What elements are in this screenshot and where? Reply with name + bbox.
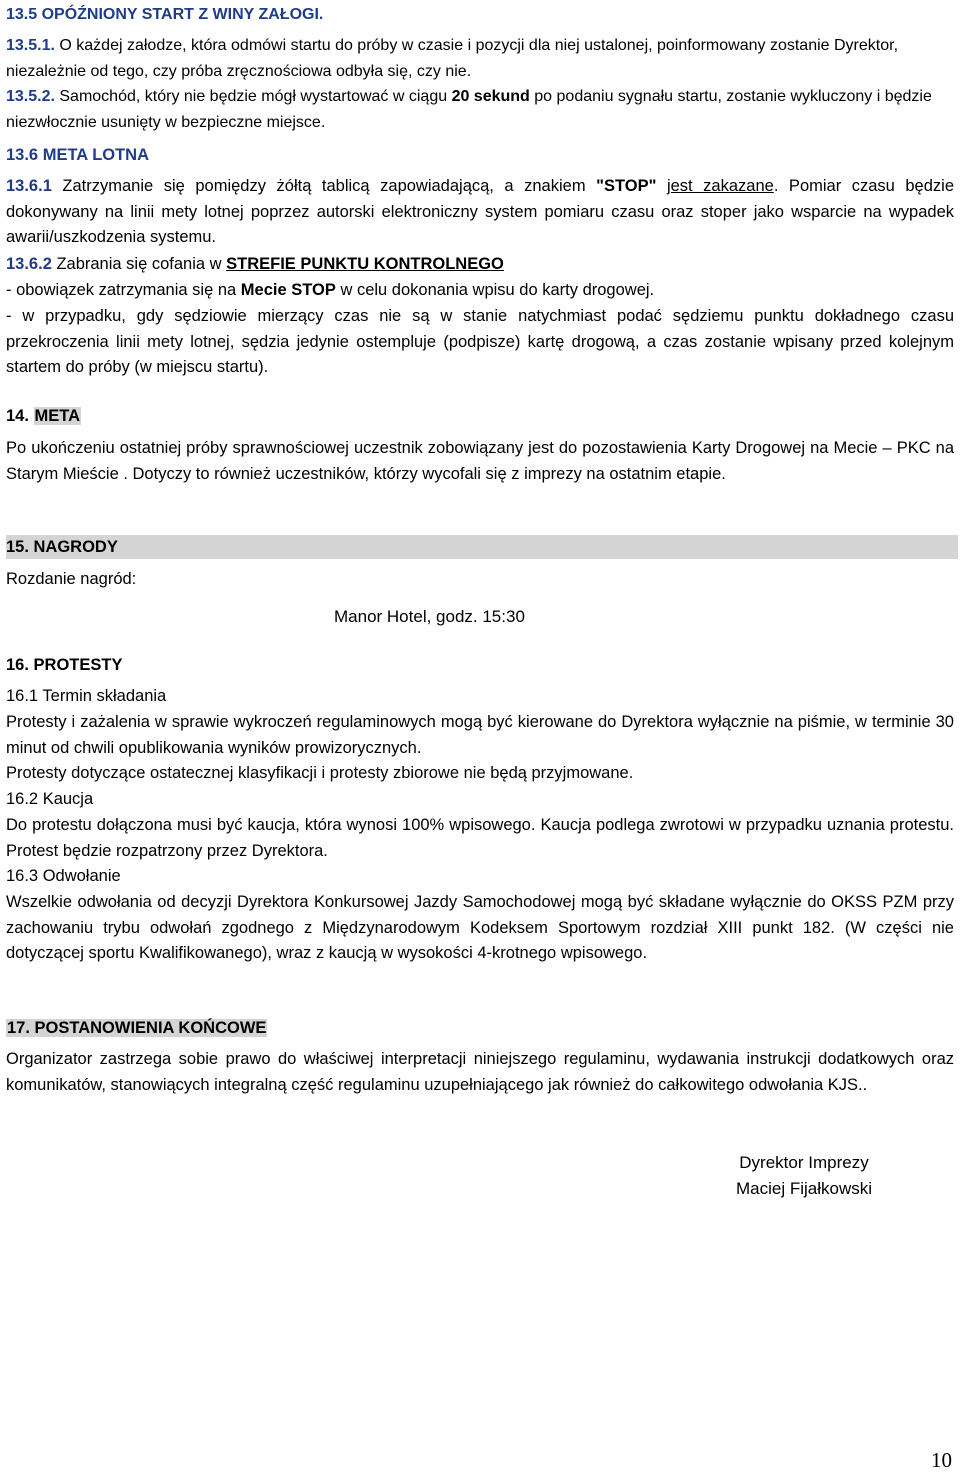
section-13-5-heading: 13.5 OPÓŹNIONY START Z WINY ZAŁOGI. — [6, 6, 324, 23]
section-16-heading: 16. PROTESTY — [6, 656, 123, 674]
signature-name: Maciej Fijałkowski — [735, 1179, 873, 1198]
section-17-heading: 17. POSTANOWIENIA KOŃCOWE — [7, 1019, 267, 1037]
finish-stop-text: Mecie STOP — [240, 281, 336, 299]
section-14-heading: 14. META — [6, 407, 81, 425]
paragraph-13-5-2 — [6, 84, 954, 135]
paragraph-13-6-2 — [6, 252, 954, 278]
paragraph-text: O każdej załodze, która odmówi startu do próby w czasie i pozycji dla niej ustalonej, poinformowany zostanie Dyrektor, niezależnie od tego, czy próba zręcznościowa odbyła się, czy nie. — [6, 37, 899, 80]
paragraph-text: Zabrania się cofania w — [51, 255, 227, 273]
paragraph-number: 13.6.2 — [6, 255, 52, 273]
signature-role: Dyrektor Imprezy — [739, 1153, 869, 1172]
paragraph-16-1b: Protesty dotyczące ostatecznej klasyfikacji i protesty zbiorowe nie będą przyjmowane. — [6, 764, 634, 782]
awards-label: Rozdanie nagród: — [6, 570, 137, 588]
paragraph-text: po podaniu sygnału startu, zostanie wykluczony i będzie niezwłocznie usunięty w bezpieczne miejsce. — [6, 88, 932, 131]
section-13-6-heading: 13.6 META LOTNA — [6, 146, 150, 164]
subsection-16-2: 16.2 Kaucja — [6, 790, 94, 808]
subsection-16-1: 16.1 Termin składania — [6, 687, 167, 705]
paragraph-number: 13.6.1 — [6, 177, 52, 195]
paragraph-13-5-1 — [6, 33, 954, 84]
control-zone-text: STREFIE PUNKTU KONTROLNEGO — [226, 255, 504, 273]
stop-sign-text: "STOP" — [596, 177, 657, 195]
section-14-title: META — [34, 407, 81, 425]
paragraph-number: 13.5.2. — [6, 88, 55, 105]
paragraph-number: 13.5.1. — [6, 37, 55, 54]
paragraph-judges: - w przypadku, gdy sędziowie mierzący czas nie są w stanie natychmiast podać sędziemu punktu dokładnego czasu przekroczenia linii mety lotnej, sędzia jedynie ostempluje (podpisze) kartę drogową, a czas zostanie wpisany przed kolejnym startem do próby (w miejscu startu). — [6, 307, 954, 376]
paragraph-text: Samochód, który nie będzie mógł wystartować w ciągu — [54, 88, 452, 105]
section-17-text: Organizator zastrzega sobie prawo do właściwej interpretacji niniejszego regulaminu, wydawania instrukcji dodatkowych oraz komunikatów, stanowiących integralną część regulaminu uzupełniającego jak również do całkowitego odwołania KJS.. — [6, 1050, 954, 1094]
section-15-heading: 15. NAGRODY — [6, 535, 958, 559]
paragraph-16-3: Wszelkie odwołania od decyzji Dyrektora Konkursowej Jazdy Samochodowej mogą być składane wyłącznie do OKSS PZM przy zachowaniu trybu odwołań zgodnego z Międzynarodowym Kodeksem Sportowym rozdział XIII punkt 182. (W części nie dotyczącej sportu Kwalifikowanego), wraz z kaucją w wysokości 4-krotnego wpisowego. — [6, 893, 954, 962]
paragraph-stop-obligation: - obowiązek zatrzymania się na Mecie STOP w celu dokonania wpisu do karty drogowej. — [6, 281, 655, 299]
prohibited-text: jest zakazane — [666, 177, 774, 195]
awards-venue: Manor Hotel, godz. 15:30 — [334, 607, 525, 626]
time-limit: 20 sekund — [451, 88, 530, 105]
paragraph-text: . Pomiar czasu będzie dokonywany na linii mety lotnej poprzez autorski elektroniczny system pomiaru czasu oraz stoper jako wsparcie na wypadek awarii/uszkodzenia systemu. — [6, 177, 955, 246]
paragraph-13-6-1 — [6, 174, 954, 251]
subsection-16-3: 16.3 Odwołanie — [6, 867, 121, 885]
paragraph-16-2: Do protestu dołączona musi być kaucja, która wynosi 100% wpisowego. Kaucja podlega zwrotowi w przypadku uznania protestu. Protest będzie rozpatrzony przez Dyrektora. — [6, 816, 954, 860]
paragraph-text: Zatrzymanie się pomiędzy żółtą tablicą zapowiadającą, a znakiem — [51, 177, 597, 195]
page-number: 10 — [931, 1448, 952, 1472]
section-14-text: Po ukończeniu ostatniej próby sprawnościowej uczestnik zobowiązany jest do pozostawienia Karty Drogowej na Mecie – PKC na Starym Mieście . Dotyczy to również uczestników, którzy wycofali się z imprezy na ostatnim etapie. — [6, 439, 954, 483]
paragraph-16-1: Protesty i zażalenia w sprawie wykroczeń regulaminowych mogą być kierowane do Dyrektora wyłącznie na piśmie, w terminie 30 minut od chwili opublikowania wyników prowizorycznych. — [6, 713, 954, 757]
